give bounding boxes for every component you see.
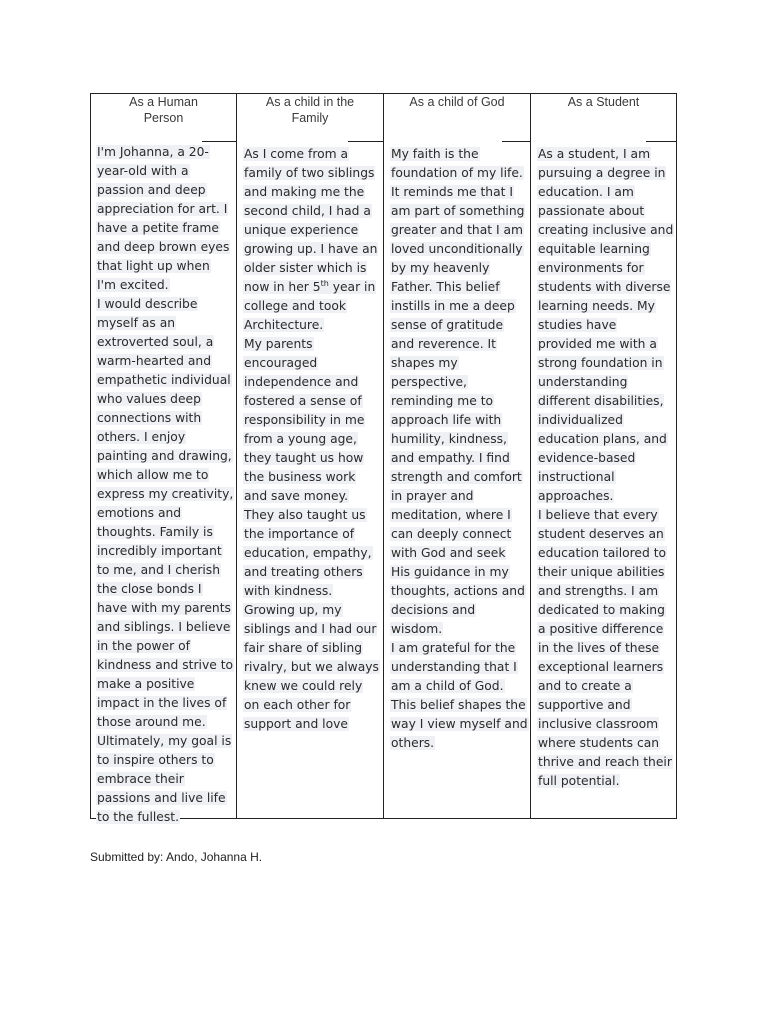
cell-line-text: students with diverse bbox=[538, 280, 671, 294]
cell-line bbox=[96, 523, 234, 542]
cell-line bbox=[96, 409, 234, 428]
cell-line-text: exceptional learners bbox=[538, 660, 664, 674]
header-line: As a child of God bbox=[409, 95, 505, 109]
cell-line bbox=[243, 354, 380, 373]
cell-line bbox=[243, 639, 380, 658]
cell-line-text: with God and seek bbox=[391, 546, 506, 560]
cell-line-text: full potential. bbox=[538, 774, 620, 788]
cell-line bbox=[96, 428, 234, 447]
cell-line bbox=[390, 734, 529, 753]
column-divider bbox=[236, 93, 237, 819]
cell-line bbox=[537, 240, 674, 259]
cell-line bbox=[390, 240, 529, 259]
cell-line bbox=[96, 713, 234, 732]
cell-line-text: a positive difference bbox=[538, 622, 664, 636]
cell-line-text: am part of something bbox=[391, 204, 525, 218]
cell-line bbox=[243, 658, 380, 677]
cell-line bbox=[390, 715, 529, 734]
cell-line bbox=[390, 297, 529, 316]
cell-line-text: I'm excited. bbox=[97, 278, 169, 292]
cell-line-text: to inspire others to bbox=[97, 753, 214, 767]
cell-line bbox=[537, 183, 674, 202]
cell-line-text: fair share of sibling bbox=[244, 641, 363, 655]
cell-line bbox=[96, 238, 234, 257]
cell-line bbox=[96, 637, 234, 656]
cell-line bbox=[96, 390, 234, 409]
cell-line-text: incredibly important bbox=[97, 544, 222, 558]
cell-line bbox=[243, 297, 380, 316]
cell-line-text: strong foundation in bbox=[538, 356, 663, 370]
cell-line-text: emotions and bbox=[97, 506, 182, 520]
cell-line bbox=[390, 525, 529, 544]
cell-line-text: express my creativity, bbox=[97, 487, 234, 501]
cell-line-text: instills in me a deep bbox=[391, 299, 515, 313]
cell-line-text: that light up when bbox=[97, 259, 210, 273]
cell-line-text: painting and drawing, bbox=[97, 449, 232, 463]
cell-line-text: growing up. I have an bbox=[244, 242, 378, 256]
cell-line bbox=[96, 447, 234, 466]
cell-line-text: college and took bbox=[244, 299, 346, 313]
cell-line-text: encouraged bbox=[244, 356, 318, 370]
cell-line bbox=[96, 333, 234, 352]
cell-line-text: His guidance in my bbox=[391, 565, 509, 579]
cell-line bbox=[243, 259, 380, 278]
cell-line bbox=[537, 772, 674, 791]
cell-line bbox=[537, 582, 674, 601]
cell-line bbox=[390, 582, 529, 601]
cell-line bbox=[243, 696, 380, 715]
header-line: Family bbox=[291, 111, 329, 125]
header-student bbox=[531, 94, 676, 110]
cell-line-text: environments for bbox=[538, 261, 644, 275]
cell-line bbox=[96, 542, 234, 561]
cell-line-text: thrive and reach their bbox=[538, 755, 672, 769]
cell-line-text: I am grateful for the bbox=[391, 641, 516, 655]
cell-line-text: by my heavenly bbox=[391, 261, 490, 275]
cell-line-text: kindness and strive to bbox=[97, 658, 234, 672]
cell-line bbox=[537, 639, 674, 658]
cell-line bbox=[96, 732, 234, 751]
cell-line-text: My faith is the bbox=[391, 147, 479, 161]
cell-human-person bbox=[96, 143, 234, 827]
cell-line bbox=[537, 506, 674, 525]
cell-line bbox=[96, 219, 234, 238]
cell-line-text: evidence-based bbox=[538, 451, 636, 465]
header-line: As a Human bbox=[129, 95, 198, 109]
cell-line-text: make a positive bbox=[97, 677, 195, 691]
cell-line bbox=[390, 677, 529, 696]
cell-line bbox=[243, 715, 380, 734]
cell-line bbox=[390, 278, 529, 297]
cell-line bbox=[96, 504, 234, 523]
cell-line bbox=[390, 468, 529, 487]
cell-line-text: second child, I had a bbox=[244, 204, 371, 218]
cell-line-text: can deeply connect bbox=[391, 527, 512, 541]
cell-line-text: have a petite frame bbox=[97, 221, 219, 235]
cell-line bbox=[537, 430, 674, 449]
cell-line-text: I'm Johanna, a 20- bbox=[97, 145, 209, 159]
cell-line-text: others. bbox=[391, 736, 435, 750]
cell-line bbox=[243, 411, 380, 430]
cell-line-text: pursuing a degree in bbox=[538, 166, 666, 180]
cell-line bbox=[243, 221, 380, 240]
cell-line bbox=[390, 658, 529, 677]
cell-line bbox=[96, 200, 234, 219]
cell-line-text: year-old with a bbox=[97, 164, 189, 178]
cell-line bbox=[243, 202, 380, 221]
cell-line bbox=[390, 639, 529, 658]
cell-line-text: perspective, bbox=[391, 375, 467, 389]
cell-line bbox=[243, 373, 380, 392]
cell-line bbox=[243, 601, 380, 620]
header-rule bbox=[502, 141, 530, 142]
cell-line bbox=[537, 658, 674, 677]
cell-line bbox=[96, 371, 234, 390]
reflection-table bbox=[90, 93, 677, 824]
cell-line-text: and deep brown eyes bbox=[97, 240, 230, 254]
cell-line bbox=[537, 563, 674, 582]
header-line: Person bbox=[143, 111, 184, 125]
cell-line bbox=[96, 162, 234, 181]
cell-line-text: the business work bbox=[244, 470, 356, 484]
cell-line-text: shapes my bbox=[391, 356, 458, 370]
cell-line bbox=[537, 373, 674, 392]
cell-line-text: My parents bbox=[244, 337, 313, 351]
cell-line-text: to the fullest. bbox=[97, 810, 180, 824]
cell-line bbox=[537, 145, 674, 164]
cell-line-text: responsibility in me bbox=[244, 413, 365, 427]
cell-child-in-family bbox=[243, 145, 380, 734]
cell-line bbox=[96, 257, 234, 276]
cell-line-text: warm-hearted and bbox=[97, 354, 212, 368]
cell-line-text: Architecture. bbox=[244, 318, 324, 332]
cell-line bbox=[537, 411, 674, 430]
cell-line-text: and strengths. I am bbox=[538, 584, 659, 598]
header-rule bbox=[348, 141, 383, 142]
cell-line bbox=[537, 468, 674, 487]
cell-line bbox=[96, 276, 234, 295]
cell-line bbox=[390, 392, 529, 411]
cell-line bbox=[243, 544, 380, 563]
cell-line bbox=[96, 561, 234, 580]
cell-line bbox=[243, 506, 380, 525]
cell-line bbox=[390, 202, 529, 221]
cell-line bbox=[390, 449, 529, 468]
cell-line bbox=[243, 468, 380, 487]
cell-line bbox=[96, 580, 234, 599]
cell-line-text: reminding me to bbox=[391, 394, 494, 408]
cell-line bbox=[243, 677, 380, 696]
cell-line bbox=[243, 449, 380, 468]
cell-line-text: education tailored to bbox=[538, 546, 667, 560]
cell-line bbox=[390, 487, 529, 506]
cell-line-text: independence and bbox=[244, 375, 359, 389]
header-rule bbox=[202, 141, 236, 142]
cell-line-text: embrace their bbox=[97, 772, 184, 786]
cell-line bbox=[96, 808, 234, 827]
cell-line bbox=[96, 751, 234, 770]
cell-line bbox=[243, 335, 380, 354]
cell-line bbox=[537, 335, 674, 354]
cell-line bbox=[390, 259, 529, 278]
cell-line-text: education. I am bbox=[538, 185, 634, 199]
header-rule bbox=[646, 141, 677, 142]
cell-line-text: decisions and bbox=[391, 603, 476, 617]
cell-line-text: As a student, I am bbox=[538, 147, 651, 161]
cell-line bbox=[390, 373, 529, 392]
cell-line bbox=[537, 297, 674, 316]
cell-line-text: approaches. bbox=[538, 489, 614, 503]
cell-line bbox=[243, 278, 380, 297]
cell-line-text: to me, and I cherish bbox=[97, 563, 220, 577]
cell-line-text: they taught us how bbox=[244, 451, 364, 465]
cell-line bbox=[537, 316, 674, 335]
header-child-in-family bbox=[237, 94, 383, 126]
cell-line bbox=[243, 487, 380, 506]
cell-line-text: thoughts. Family is bbox=[97, 525, 213, 539]
cell-line-text: appreciation for art. I bbox=[97, 202, 228, 216]
cell-line bbox=[96, 618, 234, 637]
cell-line-text: provided me with a bbox=[538, 337, 657, 351]
cell-line-text: Ultimately, my goal is bbox=[97, 734, 232, 748]
cell-line-text: the importance of bbox=[244, 527, 355, 541]
cell-line-text: As I come from a bbox=[244, 147, 349, 161]
cell-line-text: inclusive classroom bbox=[538, 717, 659, 731]
cell-line bbox=[96, 599, 234, 618]
cell-line bbox=[537, 734, 674, 753]
cell-line-text: rivalry, but we always bbox=[244, 660, 379, 674]
cell-line-text: creating inclusive and bbox=[538, 223, 674, 237]
cell-line bbox=[243, 240, 380, 259]
submitted-by: Submitted by: Ando, Johanna H. bbox=[90, 850, 263, 864]
cell-line-text: in the power of bbox=[97, 639, 190, 653]
column-divider bbox=[383, 93, 384, 819]
cell-line bbox=[537, 259, 674, 278]
cell-line-text: dedicated to making bbox=[538, 603, 665, 617]
cell-line bbox=[96, 143, 234, 162]
cell-line-text: passion and deep bbox=[97, 183, 206, 197]
cell-line-text: I believe that every bbox=[538, 508, 658, 522]
cell-line bbox=[390, 221, 529, 240]
cell-line bbox=[390, 506, 529, 525]
cell-line bbox=[390, 601, 529, 620]
cell-line-text: in the lives of these bbox=[538, 641, 660, 655]
cell-line-text: learning needs. My bbox=[538, 299, 655, 313]
cell-line bbox=[537, 544, 674, 563]
cell-line-text: where students can bbox=[538, 736, 660, 750]
cell-line bbox=[390, 335, 529, 354]
cell-line bbox=[243, 164, 380, 183]
cell-line-text: unique experience bbox=[244, 223, 359, 237]
cell-line-text: support and love bbox=[244, 717, 348, 731]
cell-line bbox=[96, 466, 234, 485]
cell-line-text: passionate about bbox=[538, 204, 645, 218]
cell-line bbox=[96, 656, 234, 675]
cell-line bbox=[243, 620, 380, 639]
column-divider bbox=[530, 93, 531, 819]
cell-line bbox=[537, 449, 674, 468]
cell-line bbox=[243, 582, 380, 601]
cell-line-text: family of two siblings bbox=[244, 166, 375, 180]
cell-line bbox=[537, 601, 674, 620]
cell-line-text: sense of gratitude bbox=[391, 318, 504, 332]
cell-line-text: student deserves an bbox=[538, 527, 664, 541]
cell-line-text: others. I enjoy bbox=[97, 430, 186, 444]
cell-line-text: strength and comfort bbox=[391, 470, 522, 484]
cell-line-text: supportive and bbox=[538, 698, 631, 712]
cell-line-text: connections with bbox=[97, 411, 202, 425]
cell-line bbox=[96, 675, 234, 694]
cell-line-text: from a young age, bbox=[244, 432, 357, 446]
cell-line-text: who values deep bbox=[97, 392, 201, 406]
cell-line-text: This belief shapes the bbox=[391, 698, 526, 712]
cell-line-text: with kindness. bbox=[244, 584, 333, 598]
header-human-person bbox=[91, 94, 236, 126]
cell-line-text: wisdom. bbox=[391, 622, 443, 636]
cell-child-of-god bbox=[390, 145, 529, 753]
cell-line-text: which allow me to bbox=[97, 468, 209, 482]
cell-line-text: Growing up, my bbox=[244, 603, 342, 617]
cell-line bbox=[243, 430, 380, 449]
cell-line-text: older sister which is bbox=[244, 261, 367, 275]
header-child-of-god bbox=[384, 94, 530, 110]
cell-line bbox=[537, 677, 674, 696]
cell-line-text: and save money. bbox=[244, 489, 349, 503]
cell-line-text: fostered a sense of bbox=[244, 394, 362, 408]
cell-line-text: empathetic individual bbox=[97, 373, 231, 387]
header-line: As a Student bbox=[567, 95, 640, 109]
cell-line bbox=[537, 202, 674, 221]
cell-line bbox=[96, 314, 234, 333]
cell-line bbox=[390, 164, 529, 183]
cell-line bbox=[537, 525, 674, 544]
cell-line bbox=[243, 525, 380, 544]
cell-line-text: understanding bbox=[538, 375, 628, 389]
cell-line-text: understanding that I bbox=[391, 660, 517, 674]
cell-line bbox=[390, 563, 529, 582]
cell-line-text: foundation of my life. bbox=[391, 166, 523, 180]
cell-line-text: education plans, and bbox=[538, 432, 667, 446]
cell-line-text: those around me. bbox=[97, 715, 206, 729]
cell-line bbox=[537, 221, 674, 240]
cell-line-text: in prayer and bbox=[391, 489, 474, 503]
cell-line bbox=[537, 487, 674, 506]
cell-line bbox=[537, 354, 674, 373]
cell-line bbox=[96, 694, 234, 713]
cell-line-text: impact in the lives of bbox=[97, 696, 227, 710]
cell-line bbox=[537, 753, 674, 772]
cell-line-text: and reverence. It bbox=[391, 337, 496, 351]
cell-line bbox=[537, 278, 674, 297]
cell-line bbox=[390, 354, 529, 373]
cell-line-text: loved unconditionally bbox=[391, 242, 523, 256]
cell-line bbox=[96, 789, 234, 808]
header-line: As a child in the bbox=[265, 95, 355, 109]
cell-line bbox=[390, 183, 529, 202]
cell-line-text: education, empathy, bbox=[244, 546, 372, 560]
cell-line-text: now in her 5th year in bbox=[244, 278, 376, 294]
cell-line bbox=[243, 563, 380, 582]
cell-line-text: instructional bbox=[538, 470, 615, 484]
cell-line-text: their unique abilities bbox=[538, 565, 665, 579]
cell-line bbox=[390, 316, 529, 335]
cell-line-text: They also taught us bbox=[244, 508, 366, 522]
cell-line bbox=[390, 696, 529, 715]
cell-line bbox=[537, 620, 674, 639]
cell-line bbox=[96, 181, 234, 200]
cell-line-text: the close bonds I bbox=[97, 582, 202, 596]
cell-line-text: knew we could rely bbox=[244, 679, 363, 693]
cell-line-text: different disabilities, bbox=[538, 394, 664, 408]
cell-line-text: I would describe bbox=[97, 297, 198, 311]
cell-line-text: meditation, where I bbox=[391, 508, 511, 522]
cell-line bbox=[243, 316, 380, 335]
cell-line bbox=[96, 485, 234, 504]
cell-line bbox=[537, 392, 674, 411]
cell-line-text: and siblings. I believe bbox=[97, 620, 231, 634]
cell-line bbox=[390, 411, 529, 430]
cell-line-text: studies have bbox=[538, 318, 617, 332]
cell-line-text: and to create a bbox=[538, 679, 632, 693]
cell-line-text: humility, kindness, bbox=[391, 432, 507, 446]
cell-student bbox=[537, 145, 674, 791]
cell-line bbox=[243, 145, 380, 164]
cell-line-text: and empathy. I find bbox=[391, 451, 510, 465]
cell-line-text: have with my parents bbox=[97, 601, 231, 615]
cell-line-text: am a child of God. bbox=[391, 679, 504, 693]
cell-line-text: Father. This belief bbox=[391, 280, 500, 294]
cell-line-text: individualized bbox=[538, 413, 623, 427]
cell-line bbox=[390, 145, 529, 164]
cell-line-text: thoughts, actions and bbox=[391, 584, 525, 598]
cell-line-text: on each other for bbox=[244, 698, 351, 712]
cell-line bbox=[537, 164, 674, 183]
cell-line-text: siblings and I had our bbox=[244, 622, 377, 636]
cell-line-text: and treating others bbox=[244, 565, 363, 579]
cell-line-text: way I view myself and bbox=[391, 717, 528, 731]
cell-line bbox=[243, 392, 380, 411]
cell-line-text: approach life with bbox=[391, 413, 502, 427]
cell-line bbox=[96, 352, 234, 371]
cell-line bbox=[243, 183, 380, 202]
cell-line-text: myself as an bbox=[97, 316, 176, 330]
cell-line bbox=[537, 696, 674, 715]
cell-line-text: It reminds me that I bbox=[391, 185, 513, 199]
cell-line-text: greater and that I am bbox=[391, 223, 524, 237]
cell-line bbox=[390, 620, 529, 639]
cell-line bbox=[390, 430, 529, 449]
cell-line-text: passions and live life bbox=[97, 791, 226, 805]
cell-line bbox=[537, 715, 674, 734]
cell-line bbox=[96, 295, 234, 314]
cell-line-text: extroverted soul, a bbox=[97, 335, 214, 349]
cell-line-text: equitable learning bbox=[538, 242, 650, 256]
cell-line bbox=[96, 770, 234, 789]
cell-line-text: and making me the bbox=[244, 185, 365, 199]
cell-line bbox=[390, 544, 529, 563]
